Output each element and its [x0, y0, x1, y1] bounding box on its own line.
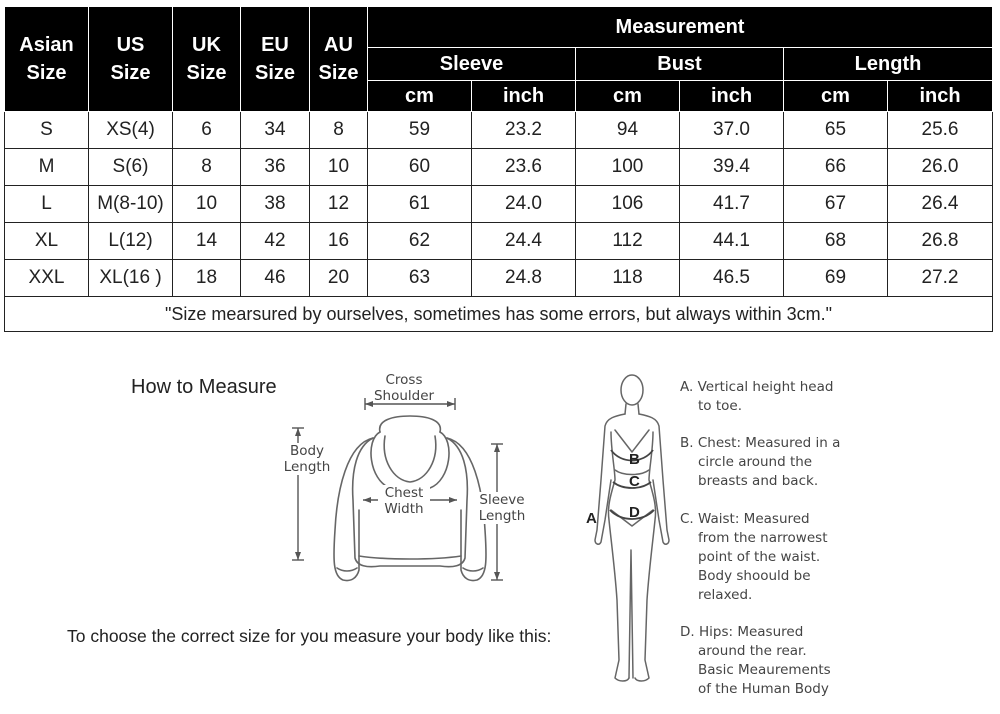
- label-line: Body: [289, 443, 325, 459]
- table-cell: M: [5, 149, 89, 186]
- how-to-measure-title: How to Measure: [131, 376, 277, 398]
- header-bust: Bust: [576, 48, 784, 81]
- table-cell: 6: [173, 112, 241, 149]
- size-chart-table: [4, 6, 993, 332]
- note-line: point of the waist.: [698, 549, 821, 565]
- table-cell: 59: [368, 112, 472, 149]
- header-bust-inch: inch: [680, 81, 784, 112]
- note-a-height: [680, 378, 860, 416]
- header-au-size: [310, 7, 368, 112]
- header-measurement: Measurement: [368, 7, 993, 48]
- note-line: D. Hips: Measured: [680, 624, 804, 640]
- note-line: Body shoould be: [698, 568, 811, 584]
- label-line: Cross: [385, 372, 423, 388]
- table-cell: XS(4): [89, 112, 173, 149]
- table-cell: XL: [5, 223, 89, 260]
- table-cell: 23.6: [472, 149, 576, 186]
- table-cell: L: [5, 186, 89, 223]
- table-cell: 26.0: [888, 149, 993, 186]
- body-letter-b: B: [629, 451, 640, 468]
- table-cell: 18: [173, 260, 241, 297]
- body-length-label: [280, 443, 334, 475]
- note-line: circle around the: [698, 454, 813, 470]
- choose-size-instruction: To choose the correct size for you measure your body like this:: [67, 626, 552, 646]
- table-cell: 37.0: [680, 112, 784, 149]
- table-row: [5, 149, 993, 186]
- label-line: Width: [384, 501, 424, 517]
- table-cell: 16: [310, 223, 368, 260]
- note-line: from the narrowest: [698, 530, 828, 546]
- table-row: [5, 260, 993, 297]
- table-cell: S(6): [89, 149, 173, 186]
- table-row: [5, 223, 993, 260]
- note-line: around the rear.: [698, 643, 807, 659]
- note-b-chest: [680, 434, 860, 491]
- table-cell: 112: [576, 223, 680, 260]
- sleeve-length-label: [474, 492, 530, 524]
- note-d-hips: [680, 623, 860, 699]
- table-cell: 20: [310, 260, 368, 297]
- table-cell: 60: [368, 149, 472, 186]
- table-cell: 39.4: [680, 149, 784, 186]
- header-label: UK Size: [186, 34, 227, 84]
- header-sleeve: Sleeve: [368, 48, 576, 81]
- table-cell: L(12): [89, 223, 173, 260]
- human-body-diagram-icon: [575, 370, 675, 705]
- header-asian-size: [5, 7, 89, 112]
- table-cell: 34: [241, 112, 310, 149]
- table-cell: S: [5, 112, 89, 149]
- table-cell: 94: [576, 112, 680, 149]
- table-cell: 12: [310, 186, 368, 223]
- table-row: [5, 186, 993, 223]
- measurement-note: "Size mearsured by ourselves, sometimes has some errors, but always within 3cm.": [5, 297, 993, 332]
- table-cell: 24.4: [472, 223, 576, 260]
- label-line: Shoulder: [373, 388, 435, 404]
- header-label: Asian Size: [19, 34, 74, 84]
- label-line: Length: [478, 508, 526, 524]
- table-cell: 118: [576, 260, 680, 297]
- table-cell: 68: [784, 223, 888, 260]
- table-row: [5, 112, 993, 149]
- table-cell: XXL: [5, 260, 89, 297]
- header-us-size: [89, 7, 173, 112]
- header-label: EU Size: [254, 34, 296, 84]
- header-length-inch: inch: [888, 81, 993, 112]
- table-cell: 62: [368, 223, 472, 260]
- table-cell: 27.2: [888, 260, 993, 297]
- header-uk-size: [173, 7, 241, 112]
- table-cell: 14: [173, 223, 241, 260]
- body-letter-c: C: [629, 473, 640, 490]
- chest-width-label: [378, 485, 430, 517]
- header-sleeve-cm: cm: [368, 81, 472, 112]
- table-cell: 67: [784, 186, 888, 223]
- body-letter-a: A: [586, 510, 597, 527]
- table-cell: 25.6: [888, 112, 993, 149]
- table-cell: 106: [576, 186, 680, 223]
- label-line: Chest: [384, 485, 424, 501]
- note-line: breasts and back.: [698, 473, 819, 489]
- table-cell: 46: [241, 260, 310, 297]
- table-cell: 10: [310, 149, 368, 186]
- table-cell: XL(16 ): [89, 260, 173, 297]
- table-cell: 8: [310, 112, 368, 149]
- body-letter-d: D: [629, 504, 640, 521]
- header-length-cm: cm: [784, 81, 888, 112]
- table-cell: 42: [241, 223, 310, 260]
- table-cell: 69: [784, 260, 888, 297]
- table-cell: 10: [173, 186, 241, 223]
- table-cell: 100: [576, 149, 680, 186]
- table-cell: 26.4: [888, 186, 993, 223]
- note-line: relaxed.: [698, 587, 753, 603]
- note-line: to toe.: [698, 398, 742, 414]
- header-bust-cm: cm: [576, 81, 680, 112]
- header-label: AU Size: [318, 34, 359, 84]
- header-length: Length: [784, 48, 993, 81]
- table-cell: 38: [241, 186, 310, 223]
- header-label: US Size: [110, 34, 151, 84]
- table-cell: 61: [368, 186, 472, 223]
- label-line: Length: [283, 459, 331, 475]
- table-cell: 63: [368, 260, 472, 297]
- header-eu-size: [241, 7, 310, 112]
- note-c-waist: [680, 510, 860, 605]
- table-cell: 65: [784, 112, 888, 149]
- table-cell: 26.8: [888, 223, 993, 260]
- table-cell: 36: [241, 149, 310, 186]
- table-cell: 8: [173, 149, 241, 186]
- table-cell: 46.5: [680, 260, 784, 297]
- table-cell: 41.7: [680, 186, 784, 223]
- table-cell: 23.2: [472, 112, 576, 149]
- note-line: C. Waist: Measured: [680, 511, 810, 527]
- header-sleeve-inch: inch: [472, 81, 576, 112]
- table-cell: M(8-10): [89, 186, 173, 223]
- table-cell: 24.0: [472, 186, 576, 223]
- label-line: Sleeve: [479, 492, 525, 508]
- note-line: A. Vertical height head: [680, 379, 834, 395]
- cross-shoulder-label: [372, 372, 436, 404]
- table-cell: 24.8: [472, 260, 576, 297]
- table-cell: 44.1: [680, 223, 784, 260]
- note-line: of the Human Body: [698, 681, 829, 697]
- table-cell: 66: [784, 149, 888, 186]
- note-line: B. Chest: Measured in a: [680, 435, 841, 451]
- note-line: Basic Meaurements: [698, 662, 831, 678]
